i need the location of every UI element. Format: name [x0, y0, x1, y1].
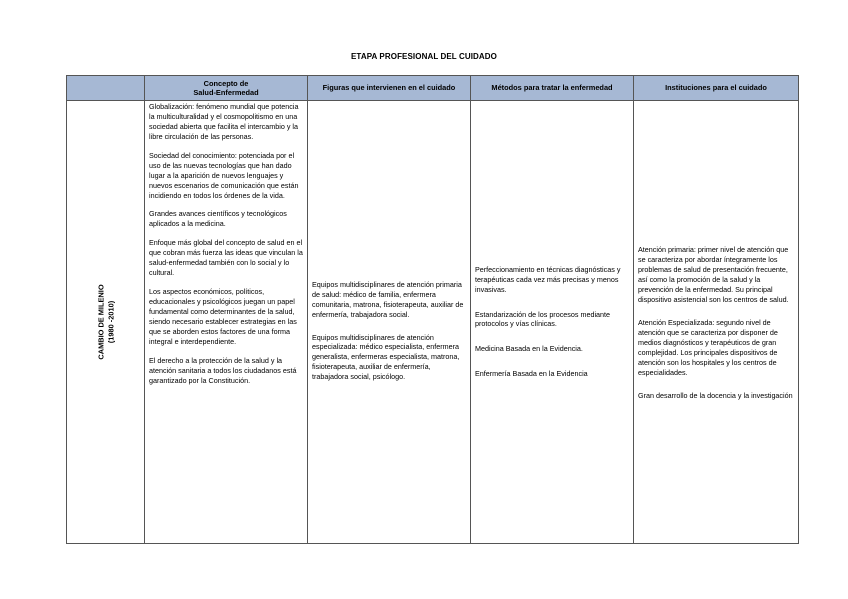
institutions-paragraph: Atención primaria: primer nivel de atención que se caracteriza por abordar íntegramente los problemas de salud de presentación frecuente, así como la promoción de la salud y la prevención de la enfermedad. Su principal dispositivo asistencial son los centros de salud.	[638, 245, 789, 305]
header-concept	[145, 76, 308, 101]
figures-paragraph: Equipos multidisciplinares de atención especializada: médico especialista, enfermera generalista, enfermeras especialista, matrona, fisioterapeuta, auxiliar de enfermería, trabajadora social, psicólogo.	[312, 332, 460, 382]
header-figures	[308, 76, 471, 101]
institutions-paragraph: Atención Especializada: segundo nivel de atención que se caracteriza por disponer de medios diagnósticos y terapéuticos de gran complejidad. Los principales dispositivos de atención son los hospitales y los centros de especialidades.	[638, 318, 778, 377]
concept-paragraph: Enfoque más global del concepto de salud en el que cobran más fuerza las ideas que vinculan la salud-enfermedad también con lo social y lo cultural.	[149, 238, 303, 278]
methods-paragraph: Medicina Basada en la Evidencia.	[475, 344, 583, 354]
care-stage-table	[66, 75, 799, 544]
header-period	[67, 76, 145, 101]
methods-list	[471, 101, 633, 543]
concept-paragraph: Los aspectos económicos, políticos, educacionales y psicológicos juegan un papel fundamental como determinantes de la salud, siendo necesario establecer estrategias en las que se aborden estos factores de una forma integral e interdependiente.	[149, 287, 297, 346]
header-methods: Métodos para tratar la enfermedad	[471, 76, 634, 101]
table-row	[67, 101, 799, 544]
period-years: (1980 -2010)	[105, 300, 115, 344]
concept-paragraph: Grandes avances científicos y tecnológicos aplicados a la medicina.	[149, 209, 287, 229]
period-name: CAMBIO DE MILENIO	[95, 284, 105, 360]
concept-paragraph: El derecho a la protección de la salud y la atención sanitaria a todos los ciudadanos está garantizado por la Constitución.	[149, 355, 297, 385]
methods-paragraph: Perfeccionamiento en técnicas diagnósticas y terapéuticas cada vez más precisas y menos invasivas.	[475, 264, 621, 294]
header-institutions: Instituciones para el cuidado	[634, 76, 799, 101]
concept-list	[145, 101, 307, 388]
document-title: ETAPA PROFESIONAL DEL CUIDADO	[350, 52, 498, 61]
concept-cell	[145, 101, 308, 544]
table-header-row	[67, 76, 799, 101]
methods-cell	[471, 101, 634, 544]
methods-paragraph: Enfermería Basada en la Evidencia	[475, 369, 588, 379]
institutions-paragraph: Gran desarrollo de la docencia y la investigación	[638, 390, 793, 400]
figures-paragraph: Equipos multidisciplinares de atención primaria de salud: médico de familia, enfermera comunitaria, matrona, fisioterapeuta, auxiliar de enfermería, trabajadora social.	[312, 279, 464, 319]
header-figures-label: Figuras que intervienen en el cuidado	[322, 83, 456, 93]
period-label	[96, 284, 115, 359]
period-cell	[67, 101, 145, 544]
institutions-list	[634, 101, 798, 543]
figures-list	[308, 101, 470, 543]
methods-paragraph: Estandarización de los procesos mediante protocolos y vías clínicas.	[475, 309, 611, 329]
concept-paragraph: Sociedad del conocimiento: potenciada por el uso de las nuevas tecnologías que han dado lugar a la aparición de nuevos lenguajes y nuevos escenarios de comunicación que están incidiendo en todos los órdenes de la vida.	[149, 150, 299, 200]
header-concept-label: Concepto de Salud-Enfermedad	[193, 78, 259, 97]
concept-paragraph: Globalización: fenómeno mundial que potencia la multiculturalidad y el cosmopolitismo en una sociedad abierta que facilita el intercambio y la libre circulación de las personas.	[149, 102, 299, 141]
figures-cell	[308, 101, 471, 544]
institutions-cell	[634, 101, 799, 544]
